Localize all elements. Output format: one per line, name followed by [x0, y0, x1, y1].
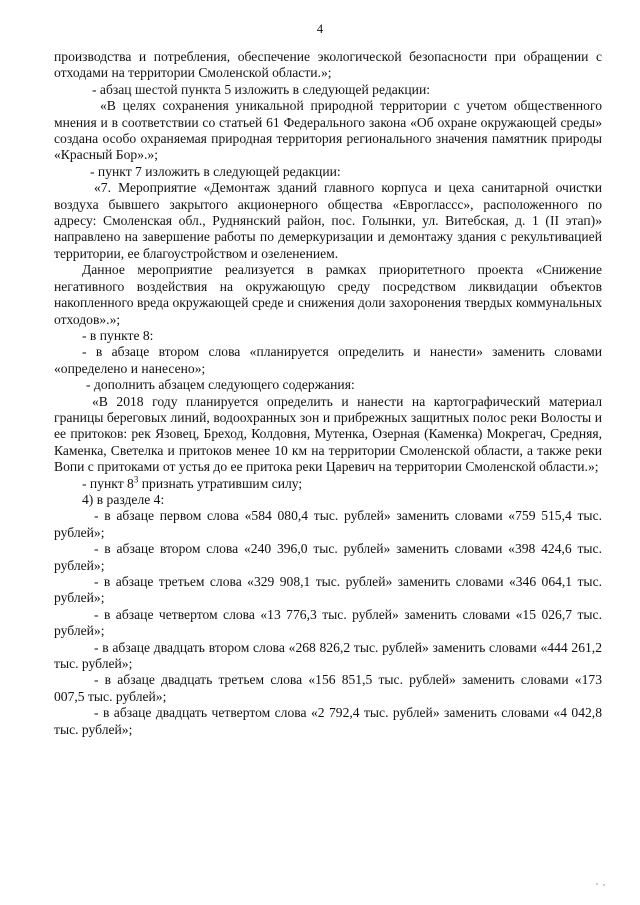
- document-body: [54, 49, 602, 738]
- paragraph-abzac-24: - в абзаце двадцать четвертом слова «2 792,4 тыс. рублей» заменить словами «4 042,8 тыс. рублей»;: [54, 705, 602, 737]
- scan-speck: [603, 884, 605, 886]
- paragraph-section-4: 4) в разделе 4:: [82, 491, 165, 507]
- paragraph-point-8: - в пункте 8:: [82, 327, 154, 343]
- paragraph-abzac-3: - в абзаце третьем слова «329 908,1 тыс. рублей» заменить словами «346 064,1 тыс. рублей»;: [54, 574, 602, 606]
- paragraph-abzac-23: - в абзаце двадцать третьем слова «156 851,5 тыс. рублей» заменить словами «173 007,5 тыс. рублей»;: [54, 672, 602, 704]
- paragraph-continuation: производства и потребления, обеспечение экологической безопасности при обращении с отходами на территории Смоленской области.»;: [54, 49, 602, 81]
- point-8-3-prefix: - пункт 8: [82, 475, 134, 491]
- scan-speck: [596, 883, 598, 885]
- point-8-3-superscript: 3: [133, 474, 139, 485]
- paragraph-abzac-22: - в абзаце двадцать втором слова «268 826,2 тыс. рублей» заменить словами «444 261,2 тыс. рублей»;: [54, 639, 602, 672]
- point-8-3-suffix: признать утратившим силу;: [138, 475, 303, 491]
- paragraph-priority-project: Данное мероприятие реализуется в рамках приоритетного проекта «Снижение негативного воздействия на окружающую среду посредством ликвидации объектов накопленного вреда окружающей среде и снижения доли захоронения твердых коммунальных отходов».»;: [54, 262, 602, 327]
- paragraph-add-abzac: - дополнить абзацем следующего содержания:: [86, 377, 355, 393]
- paragraph-quote-krasny-bor: «В целях сохранения уникальной природной территории с учетом общественного мнения и в соответствии со статьей 61 Федерального закона «Об охране окружающей среды» создана особо охраняемая природная территория регионального значения памятник природы «Красный Бор».»;: [54, 98, 602, 163]
- paragraph-quote-2018: «В 2018 году планируется определить и нанести на картографический материал границы береговых линий, водоохранных зон и прибрежных защитных полос реки Волосты и ее притоков: рек Язовец, Бреход, Колдовня, Мутенка, Озерная (Каменка) Мокрегач, Средняя, Каменка, Светелка и притоков менее 10 км на территории Смоленской области, а также реки Вопи с притоками от устья до ее притока реки Царевич на территории Смоленской области.»;: [54, 393, 602, 475]
- paragraph-point-8-abzac-2: - в абзаце втором слова «планируется определить и нанести» заменить словами «определено и нанесено»;: [54, 344, 602, 376]
- paragraph-abzac-1: - в абзаце первом слова «584 080,4 тыс. рублей» заменить словами «759 515,4 тыс. рублей»;: [54, 508, 602, 540]
- paragraph-amendment-point-7: - пункт 7 изложить в следующей редакции:: [90, 163, 341, 179]
- paragraph-abzac-2: - в абзаце втором слова «240 396,0 тыс. рублей» заменить словами «398 424,6 тыс. рублей»;: [54, 541, 602, 573]
- page-number: 4: [316, 22, 324, 36]
- paragraph-quote-measure-7: «7. Мероприятие «Демонтаж зданий главного корпуса и цеха санитарной очистки воздуха бывшего закрытого акционерного общества «Евроглассс», расположенного по адресу: Смоленская обл., Руднянский район, пос. Голынки, ул. Витебская, д. 1 (II этап)» направлено на завершение работы по демеркуризации и демонтажу здания с рекультивацией территории, ее благоустройством и озеленением.: [54, 180, 602, 261]
- paragraph-abzac-4: - в абзаце четвертом слова «13 776,3 тыс. рублей» заменить словами «15 026,7 тыс. рублей»;: [54, 606, 602, 639]
- paragraph-point-8-3: [54, 476, 602, 492]
- paragraph-amendment-point-5: - абзац шестой пункта 5 изложить в следующей редакции:: [92, 81, 430, 97]
